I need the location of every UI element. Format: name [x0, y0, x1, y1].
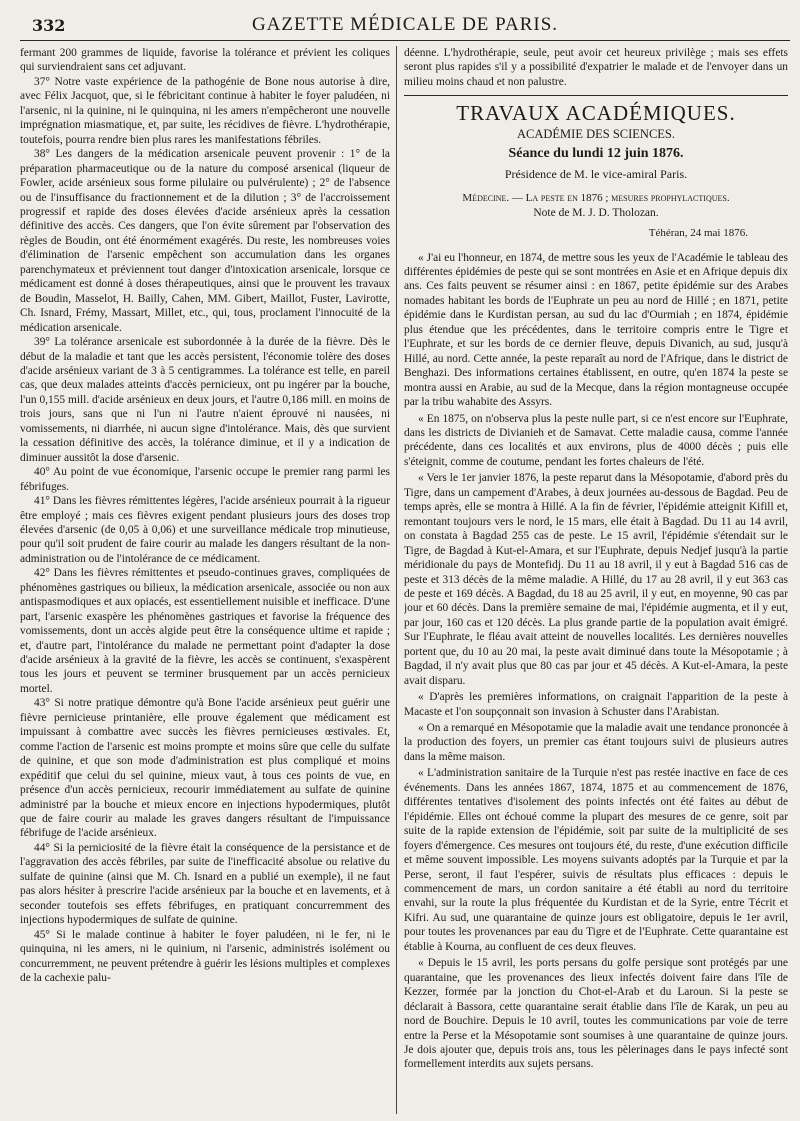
article-paragraph: « J'ai eu l'honneur, en 1874, de mettre sous les yeux de l'Académie le tableau des différentes épidémies de peste qui se sont montrées en Asie et en Afrique depuis dix ans. Ces faits peuvent se résumer ainsi : en 1867, petite épidémie sur des Arabes nomades habitant les bords de l'Euphrate un peu au nord de Hillé ; en 1871, petite épidémie dans le Kurdistan persan, au sud du lac d'Ourmiah ; en 1874, épidémie plus étendue que les précédentes, dans le territoire compris entre le Tigre et l'Euphrate, et sur les bords de ce dernier fleuve, depuis Divanich, au sud, jusqu'à Hillé, au nord. Cette année, la peste reparaît au nord de l'Afrique, dans le district de Benghazi. Des informations certaines établissent, en outre, qu'en 1874 la peste se montra aussi en Arabie, au sud de la Mecque, dans la région montagneuse occupée par la tribu wahabite des Assyrs. [404, 251, 788, 409]
author-line: Note de M. J. D. Tholozan. [533, 206, 659, 219]
left-column [20, 46, 390, 1114]
presidency-line: Présidence de M. le vice-amiral Paris. [504, 166, 688, 181]
rubric-text: — La peste en 1876 ; mesures prophylactiques. [509, 192, 730, 205]
left-paragraph: 40° Au point de vue économique, l'arsenic occupe le premier rang parmi les fébrifuges. [20, 466, 390, 493]
article-paragraph: « En 1875, on n'observa plus la peste nulle part, si ce n'est encore sur l'Euphrate, dans les districts de Divianieh et de Samavat. Cette maladie causa, comme l'année précédente, dans ces localités et aux environs, plus de 4000 décès ; puis elle s'éteignit, comme de coutume, pendant les fortes chaleurs de l'été. [404, 412, 788, 468]
session-heading: Séance du lundi 12 juin 1876. [508, 146, 684, 162]
left-paragraph: 42° Dans les fièvres rémittentes et pseudo-continues graves, compliquées de phénomènes gastriques ou bilieux, la médication arsenicale, associée ou non aux antispasmodiques et aux opiacés, est essentiellement nuisible et inefficace. D'une part, l'arsenic exaspère les phénomènes gastriques et favorise la fréquence des vomissements, dont un accès algide peut être la conséquence ultime et rapide ; et, d'autre part, l'intolérance du malade ne permettant point d'adapter la dose d'acide arsénieux à la gravité de la fièvre, les accès se continuent, s'exaspèrent tous les jours et peuvent se terminer brusquement par un accès pernicieux mortel. [20, 567, 390, 695]
article-body [404, 251, 788, 1072]
page-header [20, 8, 790, 41]
dateline: Téhéran, 24 mai 1876. [648, 227, 748, 240]
left-paragraph: 44° Si la perniciosité de la fièvre était la conséquence de la persistance et de l'aggravation des accès fébriles, par suite de l'inefficacité absolue ou relative du sulfate de quinine (ainsi que M. Ch. Isnard en a publié un exemple), il ne faut pas alors hésiter à prescrire l'acide arsénieux par la bouche et en lavements, et à seconder toutefois ses effets fébrifuges, en pratiquant concurremment des injections hypodermiques de sulfate de quinine. [20, 841, 390, 927]
article-paragraph: « L'administration sanitaire de la Turquie n'est pas restée inactive en face de ces événements. Dans les années 1867, 1874, 1875 et au commencement de 1876, différentes tentatives d'isolement des points infectés ont été faites au début de l'épidémie. Elles ont échoué comme la plupart des mesures de ce genre, soit par suite de la rapide extension de l'épidémie, soit par suite de la multiplicité de ses foyers d'émergence. Ces mesures ont toujours été, du reste, d'une exécution difficile et même souvent impossible. Les moyens suivants adoptés par la Turquie et par la Perse, seront, il faut l'espérer, suivis de résultats plus efficaces : depuis le commencement de mars, un cordon sanitaire a été établi au nord du territoire envahi, sur la route la plus fréquentée du Kurdistan et de la Syrie, entre Técrit et Kifri. Au sud, une quarantaine de quinze jours est obligatoire, depuis le 1er avril, pour toutes les provenances par eau du Tigre et de l'Euphrate. Cette quarantaine est établie à Kourna, au confluent de ces deux fleuves. [404, 767, 788, 953]
page-number: 332 [32, 16, 66, 35]
left-paragraph: 37° Notre vaste expérience de la pathogénie de Bone nous autorise à dire, avec Félix Jacquot, que, si le fébricitant continue à habiter le foyer paludéen, ni l'arsenic, ni la quinine, ni le quinquina, ni les amers n'empêcheront une nouvelle imprégnation miasmatique, et, par suite, les récidives de fièvre. L'hydrothérapie, toutefois, pourra rendre bien plus rares les manifestations fébriles. [20, 75, 390, 146]
academy-heading: ACADÉMIE DES SCIENCES. [517, 126, 675, 141]
left-paragraph: 38° Les dangers de la médication arsenicale peuvent provenir : 1° de la préparation pharmaceutique ou de la nature du composé arsenical (liqueur de Fowler, acide arsénieux sous forme pilulaire ou pulvérulente) ; 2° de l'absence ou de l'insuffisance du fractionnement et de la dilution ; 3° de l'accroissement progressif et rapide des doses élevées d'acide arsénieux après la cessation définitive des accès. Ces dangers, que l'on évite sûrement par l'observation des règles de Boudin, ont été énormément exagérés. Du reste, les nombreuses voies d'élimination de l'arsenic empêchent son accumulation dans les organes parenchymateux et préviennent tout danger d'intoxication arsenicale, lorsque ce médicament est donné à doses thérapeutiques, ainsi que le prouvent les travaux de Boudin, Masselot, H. Bailly, Cahen, MM. Gibert, Maillot, Fuster, Lavirotte, Ch. Isnard, Frémy, Massart, Millet, etc., qui, tous, proclament l'innocuité de la médication arsenicale. [20, 148, 390, 334]
section-divider-top [404, 95, 788, 96]
left-paragraph: 45° Si le malade continue à habiter le foyer paludéen, ni le fer, ni le quinquina, ni les amers, ni le quinium, ni l'arsenic, administrés isolément ou concurremment, ne peuvent prétendre à guérir les lésions multiples et complexes de la cachexie palu- [20, 928, 390, 984]
left-paragraph: 39° La tolérance arsenicale est subordonnée à la durée de la fièvre. Dès le début de la maladie et tant que les accès persistent, l'économie tolère des doses d'acide arsénieux variant de 3 à 5 centigrammes. La tolérance est telle, en pareil cas, que deux malades atteints d'accès pernicieux, ont pu ingérer par la bouche, l'un 0,155 mill. d'acide arsénieux en deux jours, et l'autre 0,186 mill. en moins de trois jours, sans que ni l'un ni l'autre n'aient éprouvé ni nausées, ni vomissements, ni diarrhée, ni aucun signe d'intolérance. Mais, dès que survient la cessation définitive des accès, la tolérance diminue, et il y a indication de diminuer aussitôt la dose d'arsenic. [20, 336, 390, 464]
left-paragraph: 41° Dans les fièvres rémittentes légères, l'acide arsénieux pourrait à la rigueur être employé ; mais ces fièvres exigent pendant plusieurs jours des doses trop élevées d'arsenic (de 0,05 à 0,06) et une surveillance médicale trop minutieuse, pour qu'il soit prudent de faire courir au malade les dangers résultant de la non-administration ou de l'intolérance de ce médicament. [20, 495, 390, 565]
right-column [404, 46, 788, 1114]
left-paragraph: 43° Si notre pratique démontre qu'à Bone l'acide arsénieux peut guérir une fièvre pernicieuse printanière, elle prouve également que médicament est impuissant à combattre avec succès les fièvres pernicieuses œstivales. Et, comme l'action de l'arsenic est moins prompte et moins sûre que celle du sulfate de quinine, et que son mode d'administration est plus compliqué et moins expéditif que celui du sel quinine, mieux vaut, à tous ces points de vue, en présence d'un accès pernicieux, recourir immédiatement au sulfate de quinine administré par la bouche et mieux encore en injections hypodermiques, plutôt que de faire courir au malade les graves dangers résultant de l'impuissance fébrifuge de l'acide arsénieux. [20, 697, 390, 840]
article-paragraph: « D'après les premières informations, on craignait l'apparition de la peste à Macaste et l'on soupçonnait son invasion à Schuster dans l'Arabistan. [404, 691, 788, 718]
section-title: TRAVAUX ACADÉMIQUES. [456, 101, 736, 126]
article-paragraph: « Vers le 1er janvier 1876, la peste reparut dans la Mésopotamie, d'abord près du Tigre, dans un campement d'Arabes, à deux journées au-dessous de Bagdad. Peu de temps après, elle se montra à Hillé. A la fin de février, l'épidémie atteignit Kifill et, remontant toujours vers le nord, le 15 mars, elle était à Bagdad. Du 11 au 14 avril, on constata à Bagdad 255 cas de peste. Le 15 avril, l'épidémie s'étendait sur le Tigre, de Bagdad à Kut-el-Amara, et sur l'Euphrate, depuis Nedjef jusqu'à la partie méridionale du pays de Montefidj. Du 11 au 18 avril, il y eut à Bagdad 516 cas de peste et 313 décès de la même maladie. A Hillé, du 17 au 28 avril, il y eut 363 cas de peste et 169 décès. A Bagdad, du 18 au 25 avril, il y eut, en moyenne, 90 cas par jour et 60 décès. Dans la première semaine de mai, l'épidémie augmenta, et il y eut, par jour, 160 cas et 120 décès. La plus grande partie de la population avait émigré. Sur l'Euphrate, le fléau avait atteint de nouvelles localités. Les dernières nouvelles portent que, du 10 au 20 mai, la peste avait diminué dans toute la Mésopotamie ; à Bagdad, il n'y avait plus que 80 cas par jour et 45 décès. A Kut-el-Amara, la peste avait disparu. [404, 472, 788, 687]
continuation-paragraph: déenne. L'hydrothérapie, seule, peut avoir cet heureux privilège ; mais ses effets seront plus rapides s'il y a possibilité d'expatrier le malade et de l'envoyer dans un milieu moins chaud et non palustre. [404, 47, 788, 88]
article-paragraph: « On a remarqué en Mésopotamie que la maladie avait une tendance prononcée à la production des foyers, un premier cas étant toujours suivi de plusieurs autres dans la même maison. [404, 722, 788, 763]
rubric-label: Médecine. [462, 192, 510, 205]
left-paragraph: fermant 200 grammes de liquide, favorise la tolérance et prévient les coliques qui surviendraient sans cet adjuvant. [20, 47, 390, 74]
article-paragraph: « Depuis le 15 avril, les ports persans du golfe persique sont protégés par une quarantaine, que les provenances des lieux infectés doivent faire dans l'île de Kezzer, formée par la jonction du Chot-el-Arab et du Laroun. Si la peste se déclarait à Bassora, cette quarantaine serait établie dans l'île de Karak, un peu au nord de Bouchire. Depuis le 10 avril, toutes les communications par voie de terre entre la Perse et la Mésopotamie sont soumises à une quarantaine de quinze jours. Je dois ajouter que, depuis trois ans, tous les pèlerinages dans le pays infecté sont formellement interdits aux sujets persans. [404, 957, 788, 1071]
rubric-line [404, 191, 788, 205]
journal-title: GAZETTE MÉDICALE DE PARIS. [251, 14, 559, 35]
column-rule [396, 46, 397, 1114]
